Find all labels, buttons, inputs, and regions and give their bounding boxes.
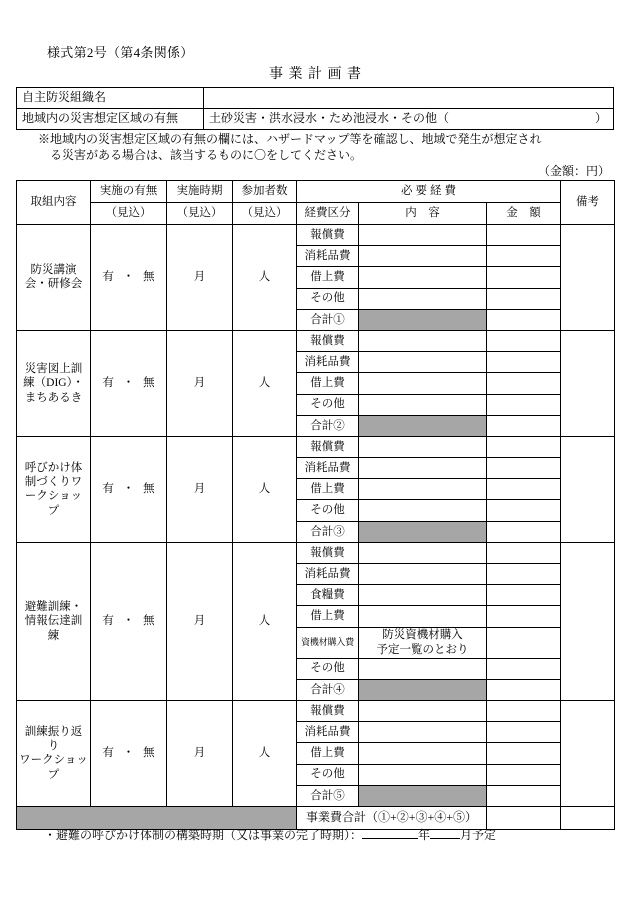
expense-amount-cell[interactable]	[487, 309, 561, 330]
expense-kind-cell: 資機材購入費	[297, 627, 359, 658]
expense-amount-cell[interactable]	[487, 627, 561, 658]
col-header-participants-sub: （見込）	[233, 203, 297, 225]
activity-name-line: プ	[47, 504, 60, 517]
expense-detail-cell[interactable]	[359, 352, 487, 373]
table-row	[17, 700, 615, 721]
org-name-label: 自主防災組織名	[17, 88, 204, 109]
expense-detail-cell[interactable]	[359, 267, 487, 288]
activity-name-line: 避難訓練・	[24, 600, 83, 613]
completion-month-blank[interactable]	[430, 838, 460, 839]
hazard-note-line2: る災害がある場合は、該当するものに〇をしてください。	[50, 148, 363, 163]
expense-kind-cell: 報償費	[297, 542, 359, 563]
expense-kind-cell: 合計⑤	[297, 785, 359, 806]
expense-amount-cell[interactable]	[487, 288, 561, 309]
expense-detail-cell[interactable]	[359, 500, 487, 521]
activity-name-line: 呼びかけ体	[24, 461, 83, 474]
plan-table-head	[17, 181, 615, 225]
expense-detail-cell[interactable]	[359, 606, 487, 627]
hazard-zone-close-paren: ）	[594, 111, 607, 126]
plan-table	[16, 180, 615, 830]
table-row	[17, 542, 615, 563]
expense-detail-cell	[359, 415, 487, 436]
expense-detail-cell[interactable]	[359, 627, 487, 658]
expense-amount-cell[interactable]	[487, 785, 561, 806]
implemented-choice-cell[interactable]: 有 ・ 無	[91, 700, 167, 806]
participants-cell[interactable]: 人	[233, 700, 297, 806]
expense-kind-cell: 報償費	[297, 436, 359, 457]
expense-detail-cell[interactable]	[359, 722, 487, 743]
col-header-remarks: 備考	[561, 181, 615, 225]
completion-date-label: ・避難の呼びかけ体制の構築時期（又は事業の完了時期）：	[44, 828, 363, 842]
expense-detail-cell	[359, 309, 487, 330]
table-row	[17, 225, 615, 246]
activity-name-line: 会・研修会	[24, 278, 83, 291]
document-title: 事業計画書	[269, 67, 367, 82]
org-name-field[interactable]	[204, 88, 614, 109]
expense-amount-cell[interactable]	[487, 458, 561, 479]
expense-amount-cell[interactable]	[487, 521, 561, 542]
expense-kind-cell: 報償費	[297, 225, 359, 246]
timing-cell[interactable]: 月	[167, 330, 233, 436]
table-row	[17, 436, 615, 457]
grand-total-label: 事業費合計（①+②+③+④+⑤）	[297, 806, 487, 829]
expense-kind-cell: その他	[297, 394, 359, 415]
expense-amount-cell[interactable]	[487, 606, 561, 627]
col-header-timing-main: 実施時期	[176, 185, 223, 198]
expense-amount-cell[interactable]	[487, 436, 561, 457]
col-header-timing	[167, 181, 233, 203]
expense-kind-cell: 合計④	[297, 679, 359, 700]
expense-amount-cell[interactable]	[487, 352, 561, 373]
expense-detail-cell[interactable]	[359, 743, 487, 764]
participants-cell[interactable]: 人	[233, 542, 297, 700]
activity-name-line: 防災講演	[30, 264, 77, 277]
expense-detail-cell[interactable]	[359, 585, 487, 606]
hazard-note	[38, 131, 618, 163]
expense-kind-cell: 食糧費	[297, 585, 359, 606]
expense-kind-cell: 報償費	[297, 330, 359, 351]
expense-kind-cell: その他	[297, 500, 359, 521]
completion-month-unit: 月予定	[460, 828, 497, 842]
grand-total-amount-cell[interactable]	[487, 806, 561, 829]
implemented-choice-cell[interactable]: 有 ・ 無	[91, 330, 167, 436]
expense-amount-cell[interactable]	[487, 267, 561, 288]
activity-name-line: まちあるき	[24, 391, 83, 404]
expense-kind-cell: 借上費	[297, 479, 359, 500]
remarks-cell[interactable]	[561, 436, 615, 542]
expense-amount-cell[interactable]	[487, 743, 561, 764]
expense-kind-cell: 合計③	[297, 521, 359, 542]
participants-cell[interactable]: 人	[233, 436, 297, 542]
activity-name-cell	[17, 700, 91, 806]
expense-amount-cell[interactable]	[487, 722, 561, 743]
expense-kind-cell: 報償費	[297, 700, 359, 721]
expense-detail-cell[interactable]	[359, 564, 487, 585]
hazard-note-line1: ※地域内の災害想定区域の有無の欄には、ハザードマップ等を確認し、地域で発生が想定され	[38, 132, 542, 146]
expense-kind-cell: 合計②	[297, 415, 359, 436]
completion-year-unit: 年	[418, 828, 431, 842]
participants-cell[interactable]: 人	[233, 330, 297, 436]
hazard-zone-label: 地域内の災害想定区域の有無	[17, 109, 204, 130]
expense-kind-cell: 消耗品費	[297, 458, 359, 479]
expense-detail-cell[interactable]	[359, 479, 487, 500]
expense-kind-cell: 借上費	[297, 743, 359, 764]
timing-cell[interactable]: 月	[167, 542, 233, 700]
expense-amount-cell[interactable]	[487, 225, 561, 246]
table-row	[17, 109, 614, 130]
expense-kind-cell: 消耗品費	[297, 246, 359, 267]
hazard-zone-options: 土砂災害・洪水浸水・ため池浸水・その他（	[209, 111, 450, 126]
expense-detail-cell[interactable]	[359, 330, 487, 351]
activity-name-cell	[17, 436, 91, 542]
col-header-expense-kind: 経費区分	[297, 203, 359, 225]
grand-total-remark-cell[interactable]	[561, 806, 615, 829]
table-row	[17, 88, 614, 109]
expense-detail-cell[interactable]	[359, 542, 487, 563]
expense-kind-cell: 消耗品費	[297, 564, 359, 585]
expense-amount-cell[interactable]	[487, 479, 561, 500]
expense-amount-cell[interactable]	[487, 700, 561, 721]
col-header-timing-sub: （見込）	[167, 203, 233, 225]
expense-amount-cell[interactable]	[487, 764, 561, 785]
activity-name-line: 練	[47, 629, 60, 642]
expense-detail-cell[interactable]	[359, 658, 487, 679]
remarks-cell[interactable]	[561, 542, 615, 700]
expense-detail-cell	[359, 785, 487, 806]
expense-kind-cell: 消耗品費	[297, 722, 359, 743]
col-header-expense-detail: 内 容	[359, 203, 487, 225]
implemented-choice-cell[interactable]: 有 ・ 無	[91, 225, 167, 331]
expense-detail-cell[interactable]	[359, 288, 487, 309]
expense-kind-cell: 借上費	[297, 267, 359, 288]
expense-kind-cell: 消耗品費	[297, 352, 359, 373]
completion-date-line	[44, 826, 496, 843]
expense-kind-cell: その他	[297, 288, 359, 309]
form-number: 様式第2号（第4条関係）	[47, 45, 194, 60]
expense-detail-cell	[359, 679, 487, 700]
timing-cell[interactable]: 月	[167, 700, 233, 806]
activity-name-cell	[17, 542, 91, 700]
expense-amount-cell[interactable]	[487, 500, 561, 521]
col-header-activity: 取組内容	[17, 181, 91, 225]
activity-name-line: 練（DIG）・	[23, 377, 84, 390]
table-header-row-2	[17, 203, 615, 225]
expense-detail-cell[interactable]	[359, 225, 487, 246]
expense-amount-cell[interactable]	[487, 585, 561, 606]
remarks-cell[interactable]	[561, 700, 615, 806]
col-header-participants	[233, 181, 297, 203]
activity-name-line: 災害図上訓	[24, 362, 83, 375]
col-header-expense-amount: 金 額	[487, 203, 561, 225]
activity-name-cell	[17, 225, 91, 331]
implemented-choice-cell[interactable]: 有 ・ 無	[91, 542, 167, 700]
activity-name-line: ークショッ	[24, 490, 83, 503]
expense-amount-cell[interactable]	[487, 679, 561, 700]
plan-table-body	[17, 225, 615, 830]
activity-name-line: り	[47, 740, 60, 753]
expense-amount-cell[interactable]	[487, 330, 561, 351]
expense-detail-cell[interactable]	[359, 436, 487, 457]
expense-detail-cell[interactable]	[359, 246, 487, 267]
organization-info-table	[16, 87, 614, 130]
expense-amount-cell[interactable]	[487, 415, 561, 436]
expense-amount-cell[interactable]	[487, 246, 561, 267]
expense-detail-cell[interactable]	[359, 373, 487, 394]
expense-amount-cell[interactable]	[487, 564, 561, 585]
expense-detail-cell[interactable]	[359, 764, 487, 785]
remarks-cell[interactable]	[561, 330, 615, 436]
currency-unit-note: （金額：円）	[537, 164, 610, 178]
participants-cell[interactable]: 人	[233, 225, 297, 331]
implemented-choice-cell[interactable]: 有 ・ 無	[91, 436, 167, 542]
col-header-expenses-group: 必要経費	[297, 181, 561, 203]
col-header-implemented	[91, 181, 167, 203]
completion-year-blank[interactable]	[362, 838, 418, 839]
expense-kind-cell: その他	[297, 764, 359, 785]
hazard-zone-field[interactable]	[204, 109, 614, 130]
expense-detail-cell[interactable]	[359, 394, 487, 415]
expense-amount-cell[interactable]	[487, 373, 561, 394]
expense-kind-cell: 借上費	[297, 606, 359, 627]
expense-detail-cell	[359, 521, 487, 542]
activity-name-line: 訓練振り返	[24, 725, 83, 738]
col-header-implemented-sub: （見込）	[91, 203, 167, 225]
col-header-implemented-main: 実施の有無	[99, 185, 158, 198]
activity-name-cell	[17, 330, 91, 436]
expense-kind-cell: 合計①	[297, 309, 359, 330]
expense-detail-line: 予定一覧のとおり	[376, 643, 469, 656]
expense-amount-cell[interactable]	[487, 394, 561, 415]
table-row	[17, 330, 615, 351]
expense-amount-cell[interactable]	[487, 542, 561, 563]
expense-detail-cell[interactable]	[359, 700, 487, 721]
expense-kind-cell: 借上費	[297, 373, 359, 394]
activity-name-line: 情報伝達訓	[24, 615, 83, 628]
activity-name-line: 制づくりワ	[24, 475, 83, 488]
expense-detail-line: 防災資機材購入	[382, 629, 463, 642]
col-header-participants-main: 参加者数	[241, 185, 288, 198]
timing-cell[interactable]: 月	[167, 225, 233, 331]
expense-amount-cell[interactable]	[487, 658, 561, 679]
timing-cell[interactable]: 月	[167, 436, 233, 542]
table-header-row-1	[17, 181, 615, 203]
remarks-cell[interactable]	[561, 225, 615, 331]
expense-kind-cell: その他	[297, 658, 359, 679]
expense-detail-cell[interactable]	[359, 458, 487, 479]
activity-name-line: ワークショップ	[19, 754, 88, 781]
